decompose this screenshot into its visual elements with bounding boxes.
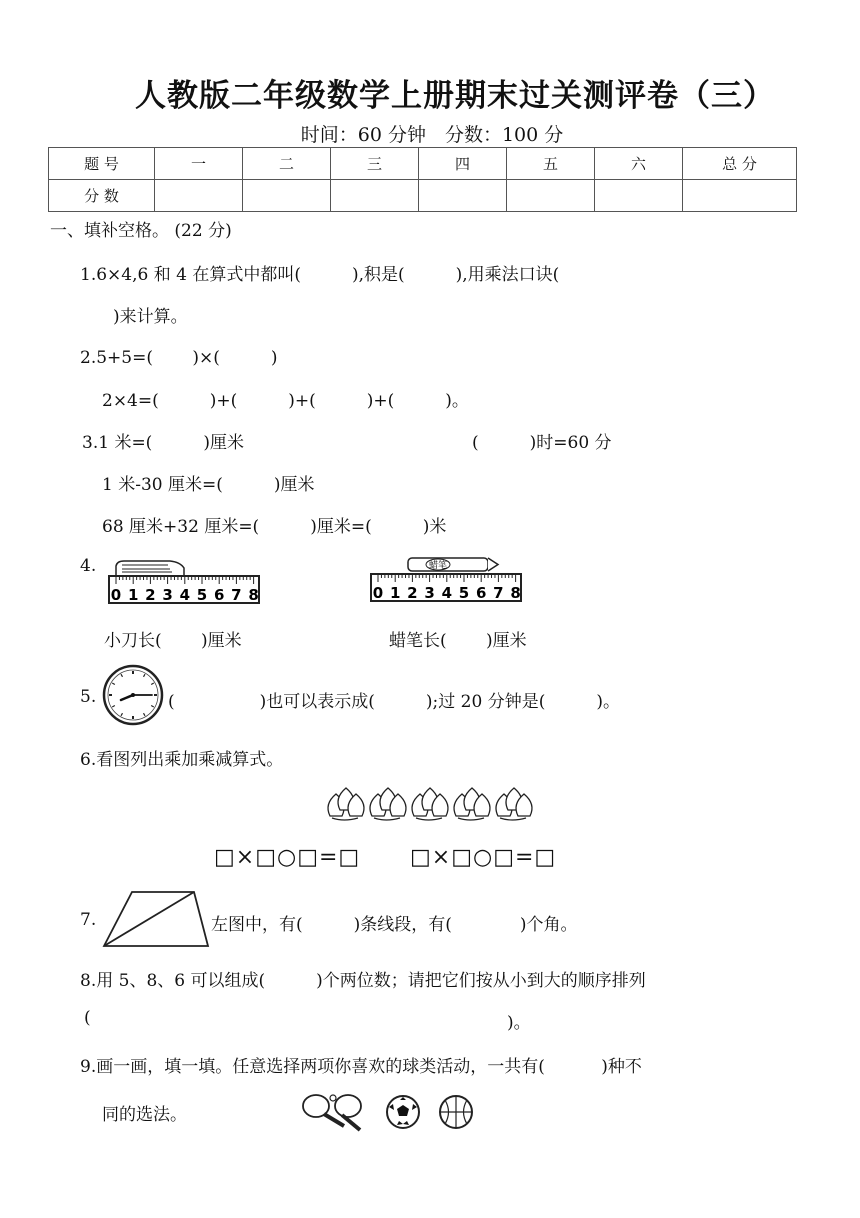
trapezoid-figure <box>102 890 210 948</box>
header-cell: 三 <box>331 148 419 180</box>
score-cell[interactable] <box>507 180 595 212</box>
exam-info: 时间：60 分钟 分数：100 分 <box>300 124 564 146</box>
peach-group <box>328 788 364 820</box>
score-table <box>48 147 797 212</box>
score-cell[interactable] <box>155 180 243 212</box>
soccer-ball-icon <box>385 1094 421 1130</box>
basketball-icon <box>438 1094 474 1130</box>
question-3-line-1a: 3.1 米=( )厘米 <box>82 433 244 453</box>
ruler-label: 2 <box>407 584 418 602</box>
score-table-header-row <box>49 148 797 180</box>
ruler-labels <box>111 586 259 604</box>
clock-icon <box>102 664 164 726</box>
page-title: 人教版二年级数学上册期末过关测评卷（三） <box>135 78 775 114</box>
ruler-label: 6 <box>213 586 225 604</box>
ruler-label: 3 <box>424 584 435 602</box>
question-5-number: 5. <box>80 687 97 707</box>
ruler-label: 3 <box>162 586 173 604</box>
header-cell: 二 <box>243 148 331 180</box>
section-heading: 一、填补空格。 (22 分) <box>50 221 232 241</box>
peach-group <box>454 788 490 820</box>
ruler-label: 7 <box>493 584 504 602</box>
crayon-length-label: 蜡笔长( )厘米 <box>389 631 527 651</box>
crayon-icon <box>408 558 498 571</box>
ruler-label: 0 <box>110 586 122 604</box>
knife-icon <box>116 561 184 576</box>
header-cell: 总 分 <box>683 148 797 180</box>
ruler-label: 2 <box>145 586 156 604</box>
question-4-number: 4. <box>80 556 97 576</box>
question-1-line-1: 1.6×4,6 和 4 在算式中都叫( ),积是( ),用乘法口诀( <box>80 265 560 285</box>
ruler-label: 8 <box>510 584 521 602</box>
header-cell: 五 <box>507 148 595 180</box>
peach-group <box>370 788 406 820</box>
knife-length-label: 小刀长( )厘米 <box>104 631 242 651</box>
question-3-line-2: 1 米-30 厘米=( )厘米 <box>102 475 315 495</box>
ruler-label: 1 <box>389 584 401 602</box>
peach-groups-figure <box>326 784 536 824</box>
score-cell[interactable] <box>595 180 683 212</box>
question-8-close-paren: )。 <box>507 1013 531 1033</box>
ping-pong-paddles-icon <box>300 1092 370 1134</box>
crayon-label: 蜡笔 <box>428 561 448 571</box>
ruler-labels <box>373 584 521 602</box>
formula-b: □×□○□=□ <box>410 845 557 870</box>
header-cell: 一 <box>155 148 243 180</box>
score-cell[interactable] <box>243 180 331 212</box>
ruler-label: 0 <box>372 584 384 602</box>
peach-group <box>496 788 532 820</box>
question-9-line-1: 9.画一画，填一填。任意选择两项你喜欢的球类活动，一共有( )种不 <box>80 1057 642 1077</box>
question-2-line-2: 2×4=( )+( )+( )+( )。 <box>102 391 469 411</box>
ruler-label: 5 <box>196 586 208 604</box>
crayon-ruler-figure <box>370 556 525 604</box>
header-cell: 四 <box>419 148 507 180</box>
ruler-label: 1 <box>127 586 139 604</box>
question-2-line-1: 2.5+5=( )×( ) <box>80 348 278 368</box>
score-cell[interactable] <box>683 180 797 212</box>
question-1-line-2: )来计算。 <box>113 307 188 327</box>
question-7-text: 左图中，有( )条线段，有( )个角。 <box>211 915 578 935</box>
score-label: 分 数 <box>49 180 155 212</box>
peach-group <box>412 788 448 820</box>
question-6-text: 6.看图列出乘加乘减算式。 <box>80 750 284 770</box>
ruler-label: 7 <box>231 586 242 604</box>
knife-ruler-figure <box>108 558 263 606</box>
ruler-label: 8 <box>248 586 259 604</box>
question-8-open-paren: ( <box>84 1008 91 1028</box>
formula-a: □×□○□=□ <box>214 845 361 870</box>
header-cell: 题 号 <box>49 148 155 180</box>
question-7-number: 7. <box>80 910 97 930</box>
question-3-line-1b: ( )时=60 分 <box>472 433 612 453</box>
score-cell[interactable] <box>419 180 507 212</box>
ruler-label: 6 <box>475 584 487 602</box>
question-5-text: ( )也可以表示成( );过 20 分钟是( )。 <box>168 692 620 712</box>
question-9-line-2: 同的选法。 <box>102 1105 187 1125</box>
ruler-label: 4 <box>441 584 453 602</box>
score-table-score-row <box>49 180 797 212</box>
question-8-line-1: 8.用 5、8、6 可以组成( )个两位数；请把它们按从小到大的顺序排列 <box>80 971 646 991</box>
ruler-label: 5 <box>458 584 470 602</box>
ruler-label: 4 <box>179 586 191 604</box>
question-3-line-3: 68 厘米+32 厘米=( )厘米=( )米 <box>102 517 447 537</box>
score-cell[interactable] <box>331 180 419 212</box>
header-cell: 六 <box>595 148 683 180</box>
